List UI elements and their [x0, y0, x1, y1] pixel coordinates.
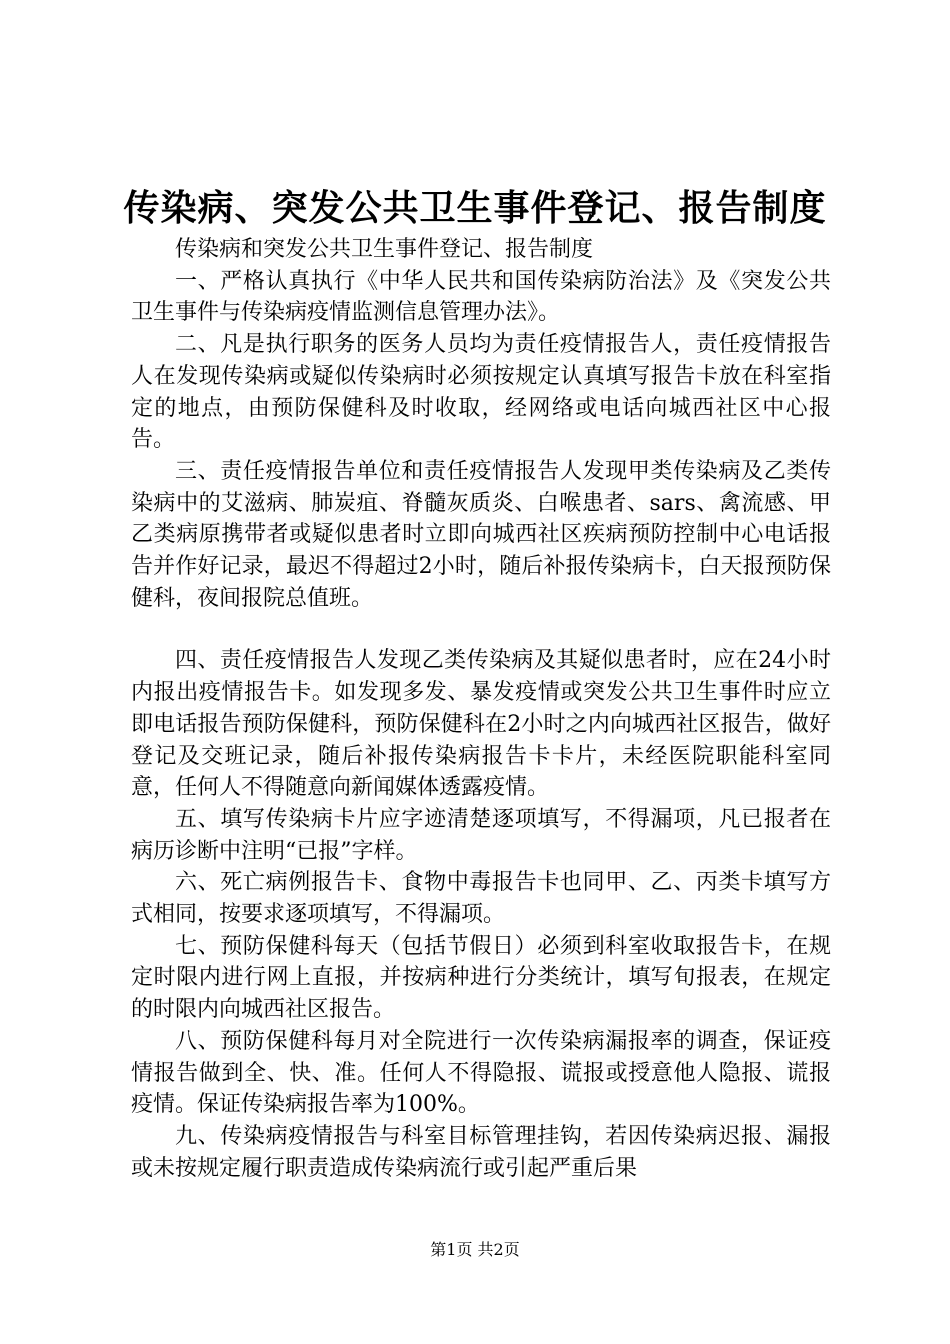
- paragraph-3: 三、责任疫情报告单位和责任疫情报告人发现甲类传染病及乙类传染病中的艾滋病、肺炭疽、脊髓灰质炎、白喉患者、sars、禽流感、甲乙类病原携带者或疑似患者时立即向城西社区疾病预防控制中心电话报告并作好记录，最迟不得超过2小时，随后补报传染病卡，白天报预防保健科，夜间报院总值班。: [131, 458, 831, 611]
- paragraph-9: 九、传染病疫情报告与科室目标管理挂钩，若因传染病迟报、漏报或未按规定履行职责造成传染病流行或引起严重后果: [131, 1123, 831, 1181]
- paragraph-7: 七、预防保健科每天（包括节假日）必须到科室收取报告卡，在规定时限内进行网上直报，并按病种进行分类统计，填写旬报表，在规定的时限内向城西社区报告。: [131, 933, 831, 1023]
- paragraph-5: 五、填写传染病卡片应字迹清楚逐项填写，不得漏项，凡已报者在病历诊断中注明“已报”字样。: [131, 806, 831, 864]
- document-body: [131, 234, 831, 1184]
- paragraph-8: 八、预防保健科每月对全院进行一次传染病漏报率的调查，保证疫情报告做到全、快、准。任何人不得隐报、谎报或授意他人隐报、谎报疫情。保证传染病报告率为100%。: [131, 1028, 831, 1118]
- page-footer: [0, 1240, 950, 1260]
- document-subtitle: 传染病和突发公共卫生事件登记、报告制度: [175, 237, 594, 262]
- page-number: 第1页 共2页: [430, 1240, 520, 1259]
- document-title: 传染病、突发公共卫生事件登记、报告制度: [123, 187, 827, 229]
- paragraph-6: 六、死亡病例报告卡、食物中毒报告卡也同甲、乙、丙类卡填写方式相同，按要求逐项填写，不得漏项。: [131, 870, 831, 928]
- paragraph-2: 二、凡是执行职务的医务人员均为责任疫情报告人，责任疫情报告人在发现传染病或疑似传染病时必须按规定认真填写报告卡放在科室指定的地点，由预防保健科及时收取，经网络或电话向城西社区中心报告。: [131, 332, 831, 453]
- paragraph-4: 四、责任疫情报告人发现乙类传染病及其疑似患者时，应在24小时内报出疫情报告卡。如发现多发、暴发疫情或突发公共卫生事件时应立即电话报告预防保健科，预防保健科在2小时之内向城西社区报告，做好登记及交班记录，随后补报传染病报告卡卡片，未经医院职能科室同意，任何人不得随意向新闻媒体透露疫情。: [131, 648, 831, 801]
- paragraph-1: 一、严格认真执行《中华人民共和国传染病防治法》及《突发公共卫生事件与传染病疫情监测信息管理办法》。: [131, 268, 831, 326]
